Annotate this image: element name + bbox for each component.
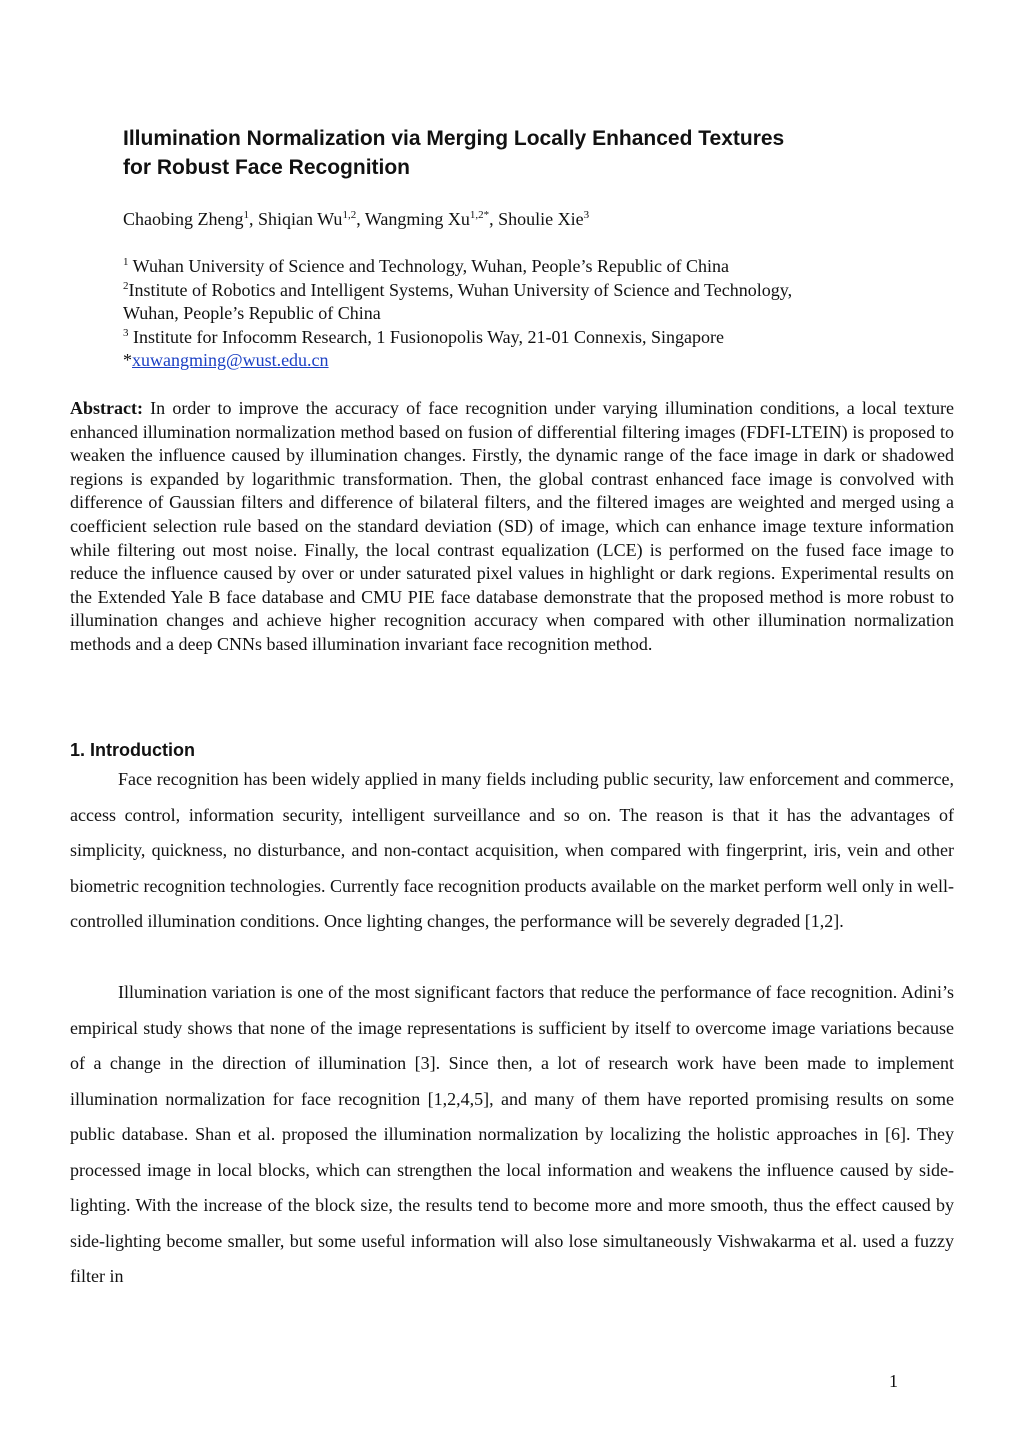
author-name: Shiqian Wu	[257, 209, 343, 229]
affiliation-sup: 2	[123, 279, 129, 292]
author-affiliation-sup: 1,2*	[469, 209, 490, 221]
section-heading-introduction: 1. Introduction	[70, 740, 195, 760]
affiliation-2-continued: Wuhan, People’s Republic of China	[123, 303, 381, 324]
affiliation-1	[123, 255, 923, 279]
author-name: Shoulie Xie	[498, 209, 584, 229]
author-affiliation-sup: 1	[243, 209, 249, 221]
paper-title-line-2: for Robust Face Recognition	[123, 156, 411, 179]
affiliation-text: Institute of Robotics and Intelligent Systems, Wuhan University of Science and Technology,	[128, 279, 793, 300]
affiliation-block	[123, 255, 923, 373]
author-name: Chaobing Zheng	[123, 209, 244, 229]
author-list	[123, 207, 589, 231]
paper-title-line-1: Illumination Normalization via Merging Locally Enhanced Textures	[123, 127, 785, 150]
author-name: Wangming Xu	[364, 209, 470, 229]
corresponding-author	[123, 349, 923, 373]
author-separator: ,	[356, 209, 365, 229]
affiliation-sup: 1	[123, 256, 129, 268]
author-separator: ,	[248, 209, 258, 229]
author-separator: ,	[489, 209, 499, 229]
affiliation-sup: 3	[123, 326, 129, 339]
abstract	[70, 397, 954, 657]
body-paragraph: Face recognition has been widely applied in many fields including public security, law enforcement and commerce, access control, information security, intelligent surveillance and so on. The reason is that it has the advantages of simplicity, quickness, no disturbance, and non-contact acquisition, when compared with fingerprint, iris, vein and other biometric recognition technologies. Currently face recognition products available on the market perform well only in well-controlled illumination conditions. Once lighting changes, the performance will be severely degraded [1,2].	[70, 769, 954, 931]
paper-title	[123, 124, 923, 182]
abstract-label: Abstract:	[70, 398, 143, 418]
author-affiliation-sup: 3	[583, 209, 590, 221]
affiliation-3	[123, 326, 923, 350]
affiliation-text: Wuhan University of Science and Technology, Wuhan, People’s Republic of China	[128, 256, 730, 276]
affiliation-2	[123, 279, 923, 303]
abstract-text: In order to improve the accuracy of face recognition under varying illumination conditions, a local texture enhanced illumination normalization method based on fusion of differential filtering images (FDFI-LTEIN) is proposed to weaken the influence caused by illumination changes. Firstly, the dynamic range of the face image in dark or shadowed regions is expanded by logarithmic transformation. Then, the global contrast enhanced face image is convolved with difference of Gaussian filters and difference of bilateral filters, and the filtered images are weighted and merged using a coefficient selection rule based on the standard deviation (SD) of image, which can enhance image texture information while filtering out most noise. Finally, the local contrast equalization (LCE) is performed on the fused face image to reduce the influence caused by over or under saturated pixel values in highlight or dark regions. Experimental results on the Extended Yale B face database and CMU PIE face database demonstrate that the proposed method is more robust to illumination changes and achieve higher recognition accuracy when compared with other illumination normalization methods and a deep CNNs based illumination invariant face recognition method.	[70, 398, 954, 654]
body-paragraph: Illumination variation is one of the most significant factors that reduce the performance of face recognition. Adini’s empirical study shows that none of the image representations is sufficient by itself to overcome image variations because of a change in the direction of illumination [3]. Since then, a lot of research work have been made to implement illumination normalization for face recognition [1,2,4,5], and many of them have reported promising results on some public database. Shan et al. proposed the illumination normalization by localizing the holistic approaches in [6]. They processed image in local blocks, which can strengthen the local information and weakens the influence caused by side-lighting. With the increase of the block size, the results tend to become more and more smooth, thus the effect caused by side-lighting become smaller, but some useful information will also lose simultaneously Vishwakarma et al. used a fuzzy filter in	[70, 982, 954, 1286]
page-number: 1	[889, 1371, 898, 1391]
author-affiliation-sup: 1,2	[342, 209, 357, 221]
affiliation-text: Institute for Infocomm Research, 1 Fusionopolis Way, 21-01 Connexis, Singapore	[128, 326, 724, 347]
email-link[interactable]: xuwangming@wust.edu.cn	[132, 350, 329, 371]
corresponding-marker: *	[123, 350, 132, 371]
